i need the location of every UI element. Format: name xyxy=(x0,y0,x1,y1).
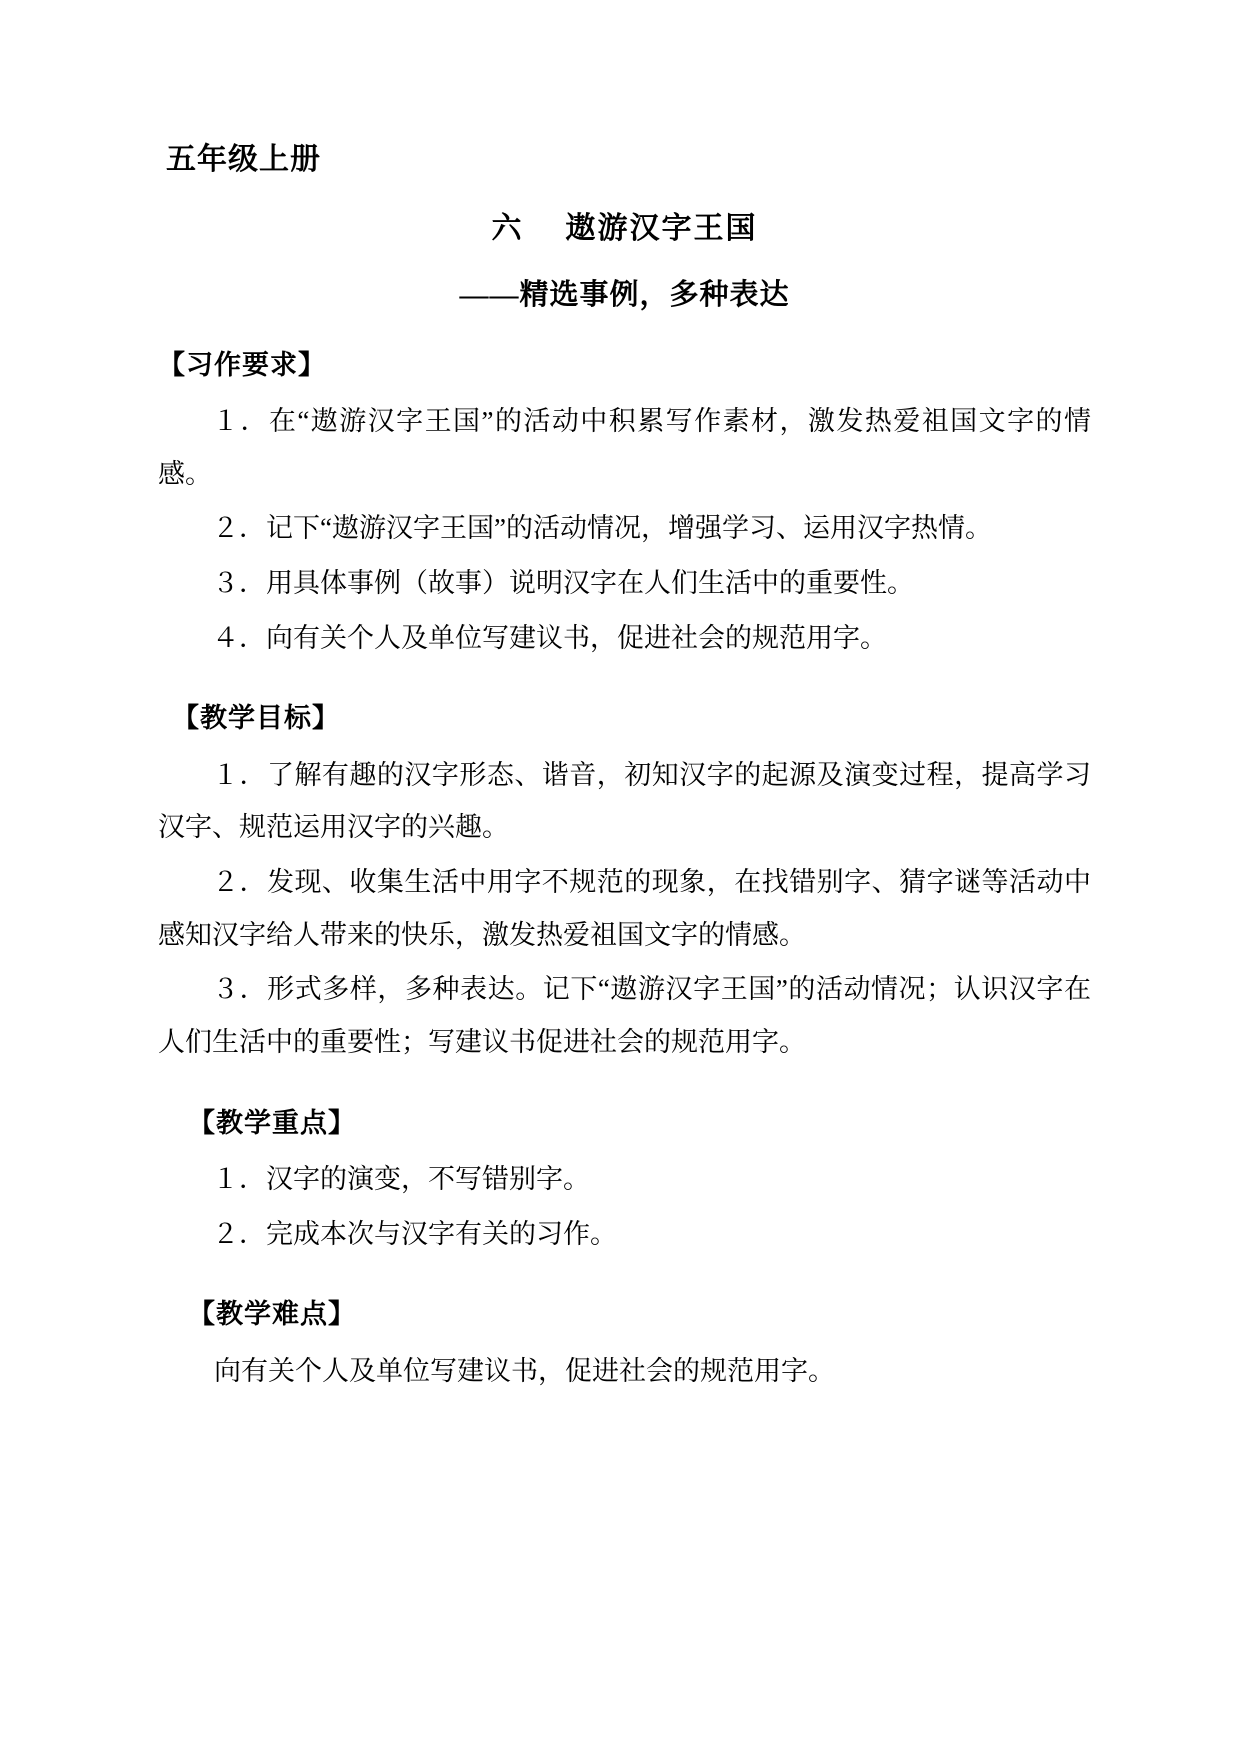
requirement-item-2: ２．记下“遨游汉字王国”的活动情况，增强学习、运用汉字热情。 xyxy=(212,513,992,544)
requirement-item-4: ４．向有关个人及单位写建议书，促进社会的规范用字。 xyxy=(212,622,887,653)
section-heading-requirements: 【习作要求】 xyxy=(158,349,326,380)
title-number: 六 xyxy=(491,212,524,245)
page-subtitle: ——精选事例，多种表达 xyxy=(459,278,790,311)
objective-item-1: １．了解有趣的汉字形态、谐音，初知汉字的起源及演变过程，提高学习汉字、规范运用汉字的兴趣。 xyxy=(158,759,1091,843)
spacer xyxy=(158,666,1091,676)
section-heading-objectives: 【教学目标】 xyxy=(172,703,340,734)
section-heading-key-points: 【教学重点】 xyxy=(188,1107,356,1138)
spacer xyxy=(158,1262,1091,1272)
page-title xyxy=(158,209,1091,250)
requirement-item-3: ３．用具体事例（故事）说明汉字在人们生活中的重要性。 xyxy=(212,568,914,599)
objective-item-2: ２．发现、收集生活中用字不规范的现象，在找错别字、猜字谜等活动中感知汉字给人带来的快乐，激发热爱祖国文字的情感。 xyxy=(158,867,1091,950)
section-heading-difficulties: 【教学难点】 xyxy=(188,1299,356,1330)
requirement-item-1: １．在“遨游汉字王国”的活动中积累写作素材，激发热爱祖国文字的情感。 xyxy=(158,406,1091,489)
difficulty-item-1: 向有关个人及单位写建议书，促进社会的规范用字。 xyxy=(214,1355,835,1386)
grade-header: 五年级上册 xyxy=(166,143,321,176)
objective-item-3: ３．形式多样，多种表达。记下“遨游汉字王国”的活动情况；认识汉字在人们生活中的重要性；写建议书促进社会的规范用字。 xyxy=(158,974,1091,1058)
key-point-item-1: １．汉字的演变，不写错别字。 xyxy=(212,1164,590,1195)
spacer xyxy=(158,1071,1091,1081)
key-point-item-2: ２．完成本次与汉字有关的习作。 xyxy=(212,1218,617,1249)
title-text: 遨游汉字王国 xyxy=(565,212,758,245)
